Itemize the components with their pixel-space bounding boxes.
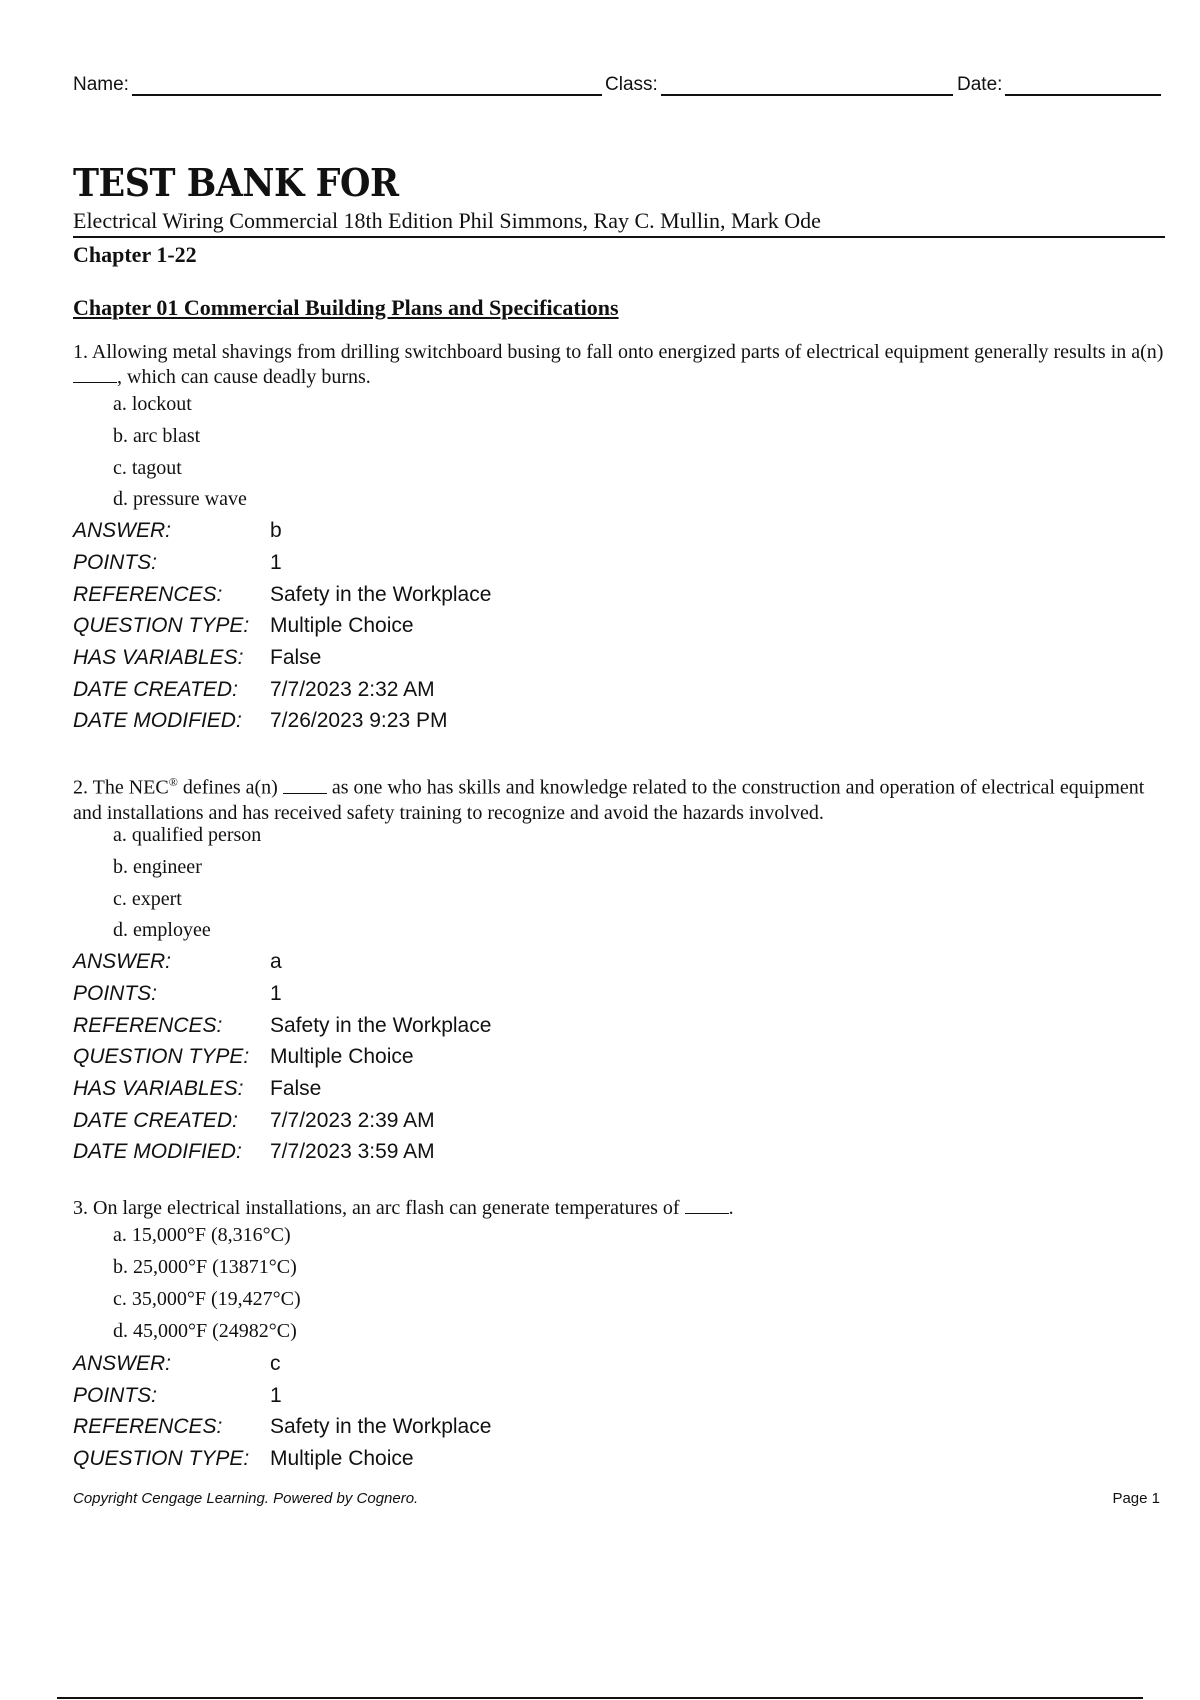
question-3-option-c: c. 35,000°F (19,427°C) [113, 1288, 301, 1310]
question-1-type: Multiple Choice [270, 614, 414, 637]
question-2-stem [73, 770, 1165, 826]
question-1-option-b: b. arc blast [113, 425, 201, 447]
question-1-date-modified: 7/26/2023 9:23 PM [270, 709, 448, 732]
question-3-references: Safety in the Workplace [270, 1415, 492, 1438]
question-3-stem [73, 1196, 1165, 1221]
has-variables-label: HAS VARIABLES: [73, 646, 244, 669]
answer-blank [73, 365, 117, 383]
question-2-option-d: d. employee [113, 919, 211, 941]
registered-mark: ® [168, 775, 178, 789]
name-label: Name: [73, 74, 129, 95]
references-label: REFERENCES: [73, 1415, 223, 1438]
question-2-references: Safety in the Workplace [270, 1014, 492, 1037]
question-1-option-d: d. pressure wave [113, 488, 247, 510]
question-2-option-a: a. qualified person [113, 824, 262, 846]
question-2-text-mid: defines a(n) [177, 776, 283, 799]
test-bank-title: TEST BANK FOR [73, 160, 399, 205]
question-3-option-a: a. 15,000°F (8,316°C) [113, 1224, 291, 1246]
references-label: REFERENCES: [73, 583, 223, 606]
question-2-has-variables: False [270, 1077, 322, 1100]
answer-blank [283, 776, 327, 794]
chapter-heading: Chapter 01 Commercial Building Plans and Specifications [73, 295, 619, 320]
page-number: Page 1 [1112, 1490, 1160, 1507]
question-2-option-c: c. expert [113, 888, 182, 910]
title-divider [73, 236, 1165, 238]
class-label: Class: [605, 74, 658, 95]
date-created-label: DATE CREATED: [73, 678, 238, 701]
question-3-option-b: b. 25,000°F (13871°C) [113, 1256, 297, 1278]
question-3-text-start: 3. On large electrical installations, an arc flash can generate temperatures of [73, 1197, 685, 1219]
question-1-date-created: 7/7/2023 2:32 AM [270, 678, 435, 701]
question-type-label: QUESTION TYPE: [73, 1045, 250, 1068]
answer-label: ANSWER: [73, 1352, 172, 1375]
points-label: POINTS: [73, 1384, 158, 1407]
question-3-type: Multiple Choice [270, 1447, 414, 1470]
answer-label: ANSWER: [73, 950, 172, 973]
date-modified-label: DATE MODIFIED: [73, 1140, 242, 1163]
question-1-stem [73, 340, 1165, 390]
question-3-answer: c [270, 1352, 281, 1375]
question-3-points: 1 [270, 1384, 282, 1407]
bottom-divider [57, 1697, 1143, 1699]
question-type-label: QUESTION TYPE: [73, 614, 250, 637]
points-label: POINTS: [73, 551, 158, 574]
question-2-text-start: 2. The NEC [73, 776, 169, 799]
question-2-option-b: b. engineer [113, 856, 202, 878]
class-blank-line [661, 72, 953, 96]
chapter-range: Chapter 1-22 [73, 242, 197, 267]
question-2-date-created: 7/7/2023 2:39 AM [270, 1109, 435, 1132]
name-field [73, 72, 602, 96]
date-field [957, 72, 1161, 96]
question-type-label: QUESTION TYPE: [73, 1447, 250, 1470]
class-field [605, 72, 953, 96]
question-1-answer: b [270, 519, 282, 542]
date-created-label: DATE CREATED: [73, 1109, 238, 1132]
copyright-footer: Copyright Cengage Learning. Powered by Cognero. [73, 1490, 419, 1507]
question-1-points: 1 [270, 551, 282, 574]
question-3-option-d: d. 45,000°F (24982°C) [113, 1320, 297, 1342]
question-2-date-modified: 7/7/2023 3:59 AM [270, 1140, 435, 1163]
question-1-option-c: c. tagout [113, 457, 182, 479]
date-label: Date: [957, 74, 1003, 95]
question-2-type: Multiple Choice [270, 1045, 414, 1068]
question-1-text-start: 1. Allowing metal shavings from drilling switchboard busing to fall onto energized parts of electrical equipment generally results in a(n) [73, 341, 1164, 363]
question-2-points: 1 [270, 982, 282, 1005]
book-subtitle: Electrical Wiring Commercial 18th Edition Phil Simmons, Ray C. Mullin, Mark Ode [73, 208, 821, 233]
date-blank-line [1005, 72, 1161, 96]
question-3-text-end: . [728, 1197, 734, 1219]
answer-blank [685, 1196, 729, 1214]
question-1-text-end: , which can cause deadly burns. [117, 366, 371, 388]
question-1-option-a: a. lockout [113, 393, 192, 415]
date-modified-label: DATE MODIFIED: [73, 709, 242, 732]
question-1-has-variables: False [270, 646, 322, 669]
name-blank-line [132, 72, 602, 96]
question-1-references: Safety in the Workplace [270, 583, 492, 606]
points-label: POINTS: [73, 982, 158, 1005]
has-variables-label: HAS VARIABLES: [73, 1077, 244, 1100]
header-fields [73, 72, 1161, 100]
question-2-text-end: as one who has skills and knowledge related to the construction and operation of electrical equipment and installations and has received safety training to recognize and avoid the hazards involved. [73, 776, 1145, 824]
references-label: REFERENCES: [73, 1014, 223, 1037]
answer-label: ANSWER: [73, 519, 172, 542]
question-2-answer: a [270, 950, 282, 973]
